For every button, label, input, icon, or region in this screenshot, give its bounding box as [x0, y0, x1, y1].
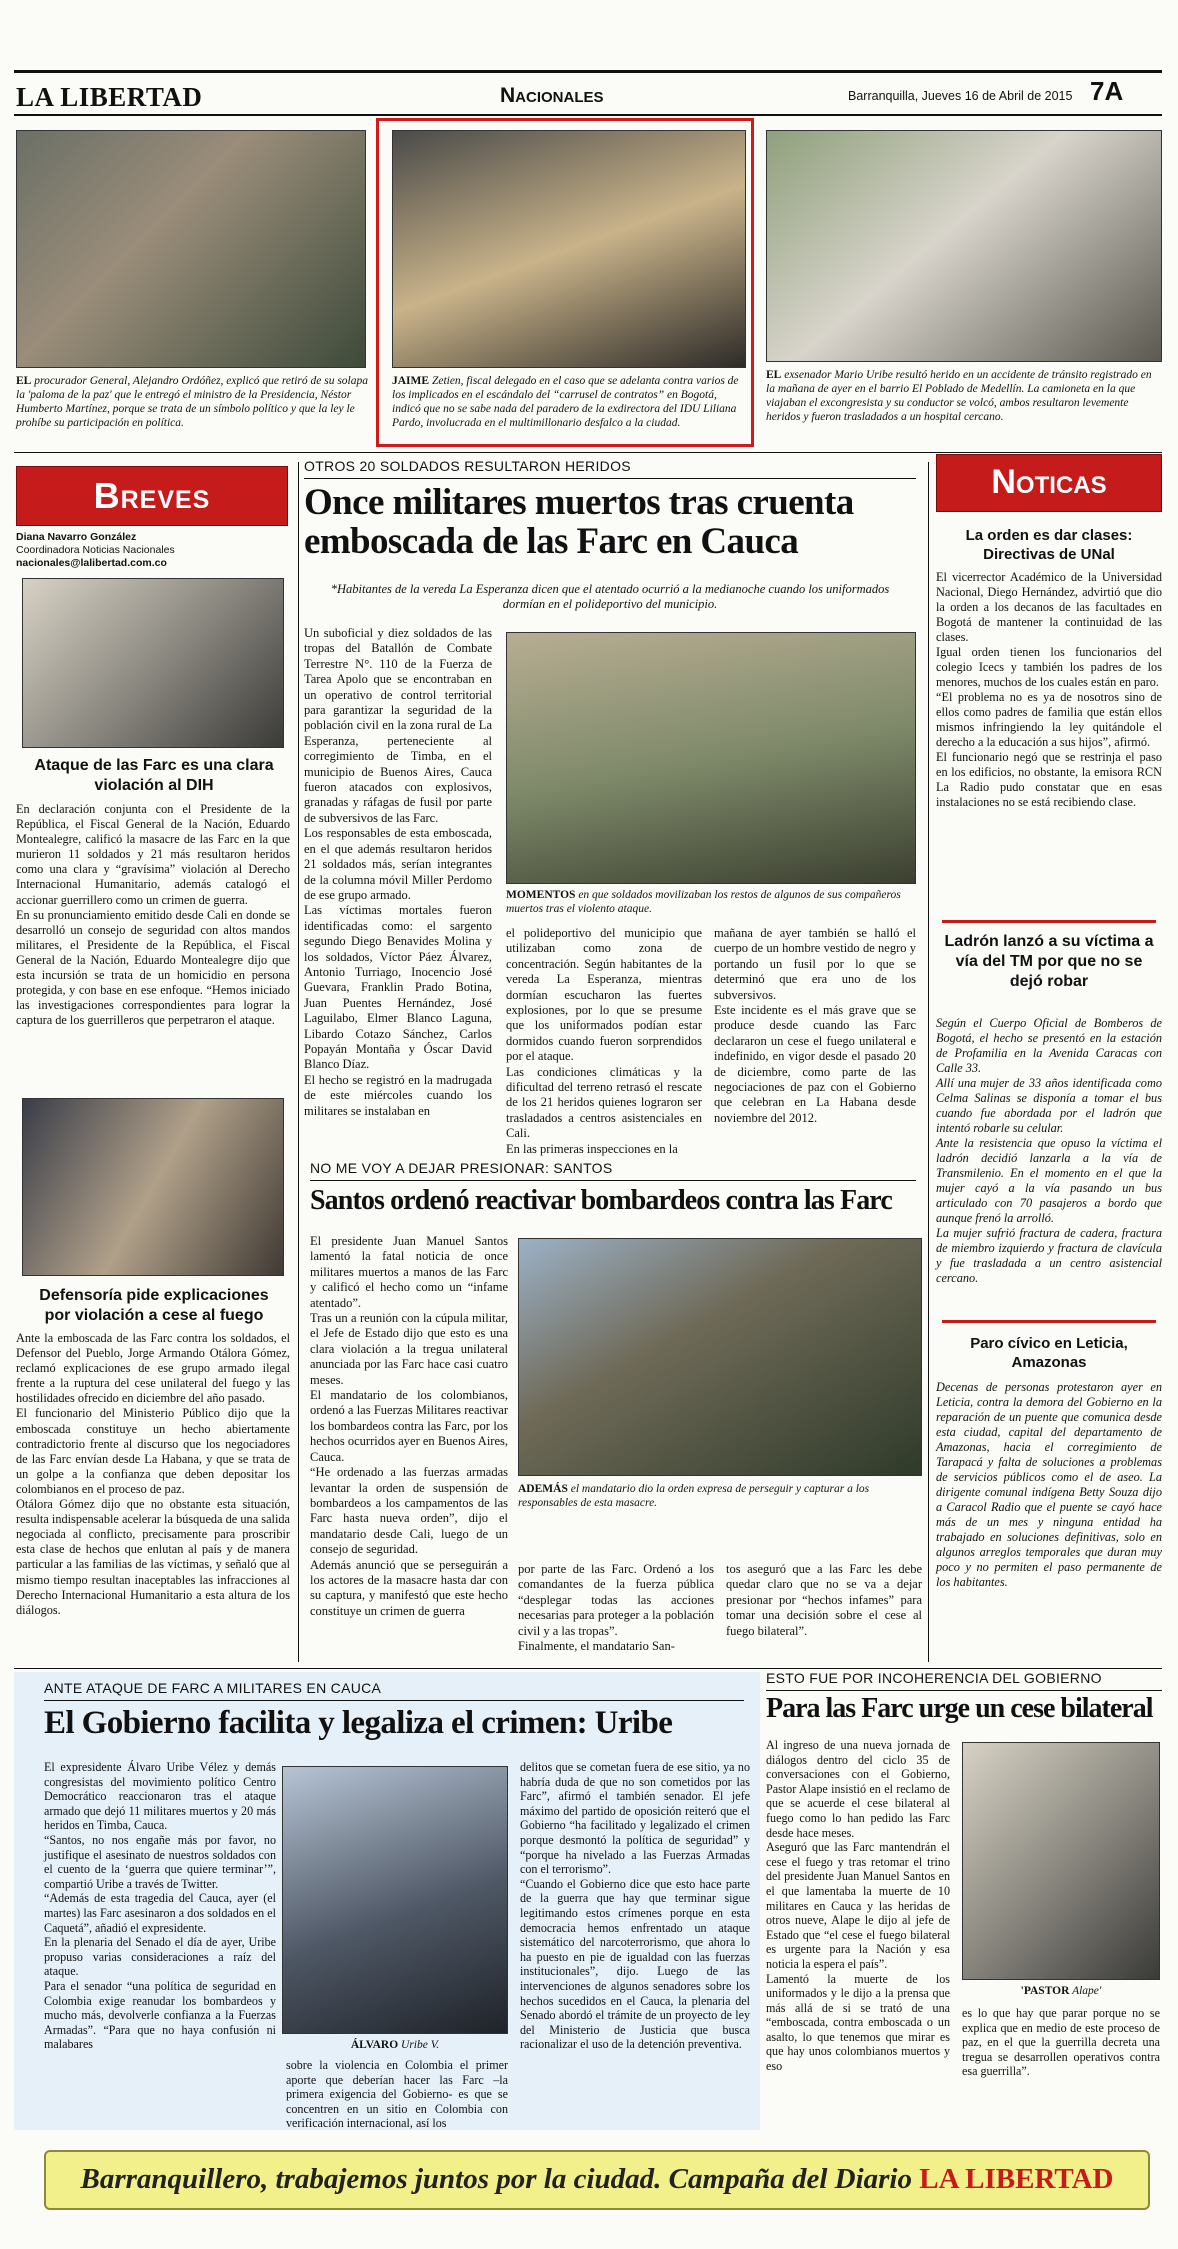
- photo-montealegre: [22, 578, 284, 748]
- caption-lead: EL: [16, 375, 32, 387]
- photo-caption-mario-uribe: [766, 368, 1162, 424]
- main-deck: *Habitantes de la vereda La Esperanza dicen que el atentado ocurrió a la medianoche cuando los uniformados dormían en el polideportivo del municipio.: [330, 582, 890, 611]
- col-divider-left: [298, 462, 299, 1662]
- main-col1: Un suboficial y diez soldados de las tropas del Batallón de Combate Terrestre N°. 110 de la Fuerza de Tarea Apolo que se encontraban en un operativo de control territorial para garantizar la seguridad de la población civil en la zona rural de La Esperanza, perteneciente al corregimiento de Timba, en el municipio de Buenos Aires, Cauca fueron atacados con explosivos, granadas y ráfagas de fusil por parte de subversivos de las Farc. Los responsables de esta emboscada, en el que además resultaron heridos 21 soldados más, serían integrantes de la columna móvil Miller Perdomo de ese grupo armado. Las víctimas mortales fueron identificadas como: el sargento segundo Diego Benavides Molina y los soldados, Víctor Páez Álvarez, Antonio Turriago, Inocencio José Guevara, Franklin Prado Botina, Juan Puentes Hernández, José Laguilabo, Elmer Blanco Laguna, Libardo Cotazo Sánchez, Carlos Popayán Montaña y Óscar David Blanco Díaz. El hecho se registró en la madrugada de este miércoles cuando los militares se instalaban en: [304, 626, 492, 1118]
- breves-author: Diana Navarro González: [16, 531, 137, 543]
- main-col3: mañana de ayer también se halló el cuerpo de un hombre vestido de negro y portando un fusil por lo que se determinó que era uno de los subversivos. Este incidente es el más grave que se produce desde cuando las Farc declararon un cese el fuego unilateral e indefinido, en vigor desde el pasado 20 de diciembre, como parte de las negociaciones de paz con el Gobierno que celebran en La Habana desde noviembre del 2012.: [714, 926, 916, 1125]
- caption-lead: ÁLVARO: [350, 2039, 399, 2051]
- caption-text: procurador General, Alejandro Ordóñez, explicó que retiró de su solapa la 'paloma de la paz' que le entregó el ministro de la Presidencia, Néstor Humberto Martínez, porque se trata de un símbolo político y que la ley le prohíbe su participación en política.: [16, 375, 368, 429]
- uribe-photo-caption: [282, 2038, 508, 2052]
- photo-pastor-alape: [962, 1742, 1160, 1980]
- main-kicker-rule: [304, 478, 916, 479]
- santos-col1: El presidente Juan Manuel Santos lamentó la fatal noticia de once militares muertos a manos de las Farc y calificó el hecho como un “infame atentado”. Tras un a reunión con la cúpula militar, el Jefe de Estado dijo que esto es una clara violación a la tregua unilateral anunciada por las Farc hace casi cuatro meses. El mandatario de los colombianos, ordenó a las Fuerzas Militares reactivar los bombardeos contra las Farc, por los hechos ocurridos ayer en Buenos Aires, Cauca. “He ordenado a las fuerzas armadas levantar la orden de suspensión de bombardeos a los campamentos de las Farc hasta nueva orden”, dijo el mandatario desde Cali, luego de un consejo de seguridad. Además anunció que se perseguirán a los actores de la masacre hasta dar con su captura, y manifestó que este hecho constituye un crimen de guerra: [310, 1234, 508, 1618]
- photo-ordonez: [16, 130, 366, 368]
- uribe-col1: El expresidente Álvaro Uribe Vélez y demás congresistas del movimiento político Centro Democrático reaccionaron tras el ataque armado que dejó 11 militares muertos y 20 más heridos en Timba, Cauca. “Santos, no nos engañe más por favor, no justifique el asesinato de nuestros soldados con el cuento de la ‘guerra que quiere terminar’”, compartió Uribe a través de Twitter. “Además de esta tragedia del Cauca, ayer (el martes) las Farc asesinaron a dos soldados en el Caquetá”, añadió el expresidente. En la plenaria del Senado el día de ayer, Uribe propuso varias consideraciones a raíz del ataque. Para el senador “una política de seguridad en Colombia exige reanudar los bombardeos y mucho más, devolverle confianza a la Fuerzas Armadas”. “Para que no haya confusión ni malabares: [44, 1760, 276, 2052]
- breves-item2-title: Defensoría pide explicaciones por violación a cese al fuego: [39, 1287, 269, 1324]
- breves-title: Breves: [93, 475, 211, 516]
- masthead-rule: [14, 114, 1162, 116]
- noticias-item1-body: El vicerrector Académico de la Universidad Nacional, Diego Hernández, advirtió que dio la orden a los decanos de las facultades en Bogotá de mantener la continuidad de las clases. Igual orden tienen los funcionarios del colegio Icecs y también los padres de los menores, muchos de los cuales están en paro. “El problema no es ya de nosotros sino de ellos como padres de familia que están ellos mismos infringiendo la ley quitándole el derecho a la educación a sus hijos”, afirmó. El funcionario negó que se restrinja el paso en los edificios, no obstante, la emisora RCN La Radio pudo constatar que en esas instalaciones no se está recibiendo clase.: [936, 570, 1162, 809]
- noticias-item3-title: Paro cívico en Leticia, Amazonas: [970, 1335, 1128, 1371]
- noticias-divider-2: [942, 1320, 1156, 1323]
- noticias-item1-title: La orden es dar clases: Directivas de UNal: [965, 527, 1133, 563]
- noticias-divider-1: [942, 920, 1156, 923]
- noticias-item2-body: Según el Cuerpo Oficial de Bomberos de Bogotá, el hecho se presentó en la estación de Profamilia en la Avenida Caracas con Calle 33. Allí una mujer de 33 años identificada como Celma Salinas se disponía a tomar el bus cuando fue abordada por el ladrón que intentó robarle su celular. Ante la resistencia que opuso la víctima el ladrón decidió lanzarla a la vía de Transmilenio. En el momento en el que la mujer cayó a la vía pasando un bus articulado con 70 pasajeros a bordo que aunque frenó la arrolló. La mujer sufrió fractura de cadera, fractura de miembro izquierdo y fractura de clavícula y fue trasladada a un centro asistencial cercano.: [936, 1016, 1162, 1285]
- caption-lead: JAIME: [392, 375, 430, 387]
- main-col2: el polideportivo del municipio que utilizaban como zona de concentración. Según habitantes de la vereda La Esperanza, mientras dormían escucharon las fuertes explosiones, por lo que se presume que los uniformados podían estar dormidos cuando fueron sorprendidos por el ataque. Las condiciones climáticas y la dificultad del terreno retrasó el rescate de los 21 heridos quienes lograron ser trasladados a centros asistenciales en Cali. En las primeras inspecciones en la: [506, 926, 702, 1156]
- photo-caption-ordonez: [16, 374, 368, 430]
- alape-headline: Para las Farc urge un cese bilateral: [766, 1693, 1153, 1724]
- caption-lead: MOMENTOS: [506, 889, 576, 901]
- noticias-title: Noticas: [991, 463, 1107, 501]
- footer-banner-brand: LA LIBERTAD: [919, 2163, 1114, 2195]
- noticias-item2-title: Ladrón lanzó a su víctima a vía del TM por que no se dejó robar: [944, 933, 1154, 990]
- uribe-col3: delitos que se cometan fuera de ese sitio, ya no habría duda de que no son cometidos por las Farc”, afirmó el también senador. El jefe máximo del partido de oposición reiteró que el Gobierno “ha facilitado y legalizado el crimen porque desmontó la política de seguridad” y “porque ha nivelado a las Fuerzas Armadas con el terrorismo”. “Cuando el Gobierno dice que esto hace parte de la guerra que hay que terminar sigue legitimando estos crímenes porque en esta democracia hemos enfrentado un ataque sistemático del narcoterrorismo, que ahora lo ha puesto en pie de igualdad con las fuerzas institucionales”, dijo. Luego de las intervenciones de algunos senadores sobre los hechos sucedidos en el Cauca, la plenaria del Senado abordó el trámite de un proyecto de ley del Ministerio de Justicia que busca racionalizar el uso de la detención preventiva.: [520, 1760, 750, 2052]
- breves-item1-title: Ataque de las Farc es una clara violación al DIH: [34, 757, 274, 794]
- caption-lead: ADEMÁS: [518, 1483, 568, 1495]
- photo-mario-uribe: [766, 130, 1162, 362]
- breves-item2-body: Ante la emboscada de las Farc contra los soldados, el Defensor del Pueblo, Jorge Armando Otálora Gómez, reclamó explicaciones de ese grupo armado ilegal frente a la ruptura del cese unilateral del fuego y las hostilidades ofrecido en diciembre del año pasado. El funcionario del Ministerio Público dijo que la emboscada constituye un hecho abiertamente contradictorio frente al discurso que los negociadores de las Farc envían desde La Habana, y que se trata de un golpe a la confianza que deben depositar los colombianos en el proceso de paz. Otálora Gómez dijo que no obstante esta situación, resulta indispensable acelerar la búsqueda de una salida negociada al conflicto, precisamente para proscribir esta clase de hechos que enlutan al país y de manera particular a las familias de las víctimas, y señaló que al mismo tiempo resultan inaceptables las infracciones al Derecho Internacional Humanitario a esta altura de los diálogos.: [16, 1331, 290, 1617]
- breves-banner: [16, 466, 288, 526]
- main-kicker: OTROS 20 SOLDADOS RESULTARON HERIDOS: [304, 458, 631, 474]
- santos-col3: tos aseguró que a las Farc les debe quedar claro que no se va a dejar presionar por “hechos infames” para tomar una decisión sobre el cese al fuego bilateral”.: [726, 1562, 922, 1638]
- noticias-banner: [936, 454, 1162, 512]
- caption-text: Uribe V.: [401, 2039, 440, 2051]
- caption-text: Alape': [1072, 1985, 1102, 1997]
- uribe-col2: sobre la violencia en Colombia el primer aporte que deberían hacer las Farc –la primera exigencia del Gobierno- es que se concentren en un sitio en Colombia con verificación internacional, así los: [286, 2058, 508, 2131]
- page-number: 7A: [1090, 76, 1124, 106]
- main-photo-caption: [506, 888, 916, 916]
- paper-name: LA LIBERTAD: [16, 82, 203, 112]
- caption-text: exsenador Mario Uribe resultó herido en un accidente de tránsito registrado en la mañana de ayer en el barrio El Poblado de Medellín. La camioneta en la que viajaban el excongresista y su conductor se volcó, ambos resultaron levemente heridos y fueron trasladados a un hospital cercano.: [766, 369, 1152, 423]
- section-name: Nacionales: [500, 84, 604, 107]
- breves-item1-body: En declaración conjunta con el Presidente de la República, el Fiscal General de la Nación, Eduardo Montealegre, calificó la masacre de las Farc en la que murieron 11 soldados y 21 más resultaron heridos como una clara y “gravísima” violación al Derecho Internacional Humanitario, además catalogó el accionar guerrillero como un crimen de guerra. En su pronunciamiento emitido desde Cali en donde se desarrolló un consejo de seguridad con altos mandos militares, el Presidente de la República, el Fiscal General de la Nación, Eduardo Montealegre dijo que esta incursión se trata de un homicidio en persona protegida, y con base en ese enfoque. “Hemos iniciado las investigaciones correspondientes para lograr la captura de los guerrilleros que perpetraron el ataque.: [16, 802, 290, 1028]
- alape-col2: es lo que hay que parar porque no se explica que en medio de este proceso de paz, en el que la guerrilla decreta una tregua se desarrollen operativos contra esa guerrilla”.: [962, 2006, 1160, 2079]
- noticias-item3-body: Decenas de personas protestaron ayer en Leticia, contra la demora del Gobierno en la reparación de un puente que comunica desde esta ciudad, capital del departamento de Amazonas, hacia el corregimiento de Tarapacá y falta de soluciones a problemas de servicios públicos como el de aseo. La dirigente comunal indígena Betty Souza dijo a Caracol Radio que el puente se cayó hace más de un mes y ninguna entidad ha trabajado en soluciones definitivas, solo en algunos arreglos temporales que duran muy poco y no permiten el paso permanente de los habitantes.: [936, 1380, 1162, 1589]
- photo-otalora: [22, 1098, 284, 1276]
- santos-photo-caption: [518, 1482, 922, 1510]
- uribe-kicker: ANTE ATAQUE DE FARC A MILITARES EN CAUCA: [44, 1680, 382, 1696]
- photo-alvaro-uribe: [282, 1766, 508, 2034]
- bottom-divider: [14, 1668, 1162, 1669]
- col-divider-right: [928, 462, 929, 1662]
- caption-text: en que soldados movilizaban los restos de algunos de sus compañeros muertos tras el violento ataque.: [506, 889, 901, 915]
- alape-kicker-rule: [766, 1690, 1162, 1691]
- santos-kicker-rule: [310, 1180, 916, 1181]
- footer-banner: [44, 2150, 1150, 2210]
- breves-email: nacionales@lalibertad.com.co: [16, 557, 167, 569]
- dateline: Barranquilla, Jueves 16 de Abril de 2015: [848, 89, 1073, 103]
- santos-kicker: NO ME VOY A DEJAR PRESIONAR: SANTOS: [310, 1160, 613, 1176]
- alape-photo-caption: [962, 1984, 1160, 1998]
- caption-lead: 'PASTOR: [1020, 1985, 1070, 1997]
- caption-text: Zetien, fiscal delegado en el caso que se adelanta contra varios de los implicados en el escándalo del “carrusel de contratos” en Bogotá, indicó que no se sabe nada del paradero de la exdirectora del IDU Liliana Pardo, involucrada en el multimillonario desfalco a la ciudad.: [392, 375, 739, 429]
- uribe-kicker-rule: [44, 1700, 744, 1701]
- santos-headline: Santos ordenó reactivar bombardeos contra las Farc: [310, 1185, 892, 1216]
- photo-zetien: [392, 130, 746, 368]
- caption-lead: EL: [766, 369, 782, 381]
- caption-text: el mandatario dio la orden expresa de perseguir y capturar a los responsables de esta masacre.: [518, 1483, 870, 1509]
- uribe-headline: El Gobierno facilita y legaliza el crimen: Uribe: [44, 1705, 673, 1741]
- top-rule: [14, 70, 1162, 73]
- section-divider: [14, 452, 1162, 453]
- alape-kicker: ESTO FUE POR INCOHERENCIA DEL GOBIERNO: [766, 1670, 1102, 1686]
- photo-caption-zetien: [392, 374, 746, 430]
- main-headline: Once militares muertos tras cruenta emboscada de las Farc en Cauca: [304, 482, 854, 562]
- alape-col1: Al ingreso de una nueva jornada de diálogos dentro del ciclo 35 de conversaciones con el Gobierno, Pastor Alape insistió en el reclamo de que se acuerde el cese bilateral al fuego como lo han pedido las Farc desde hace meses. Aseguró que las Farc mantendrán el cese el fuego y tras retomar el trino del presidente Juan Manuel Santos en el que lamentaba la muerte de 10 militares en Cauca y las heridas de otros nueve, Alape le dijo al jefe de Estado que “el cese el fuego bilateral es urgente para la Nación y esa noticia la espera el país”. Lamentó la muerte de los uniformados y le dijo a la prensa que más allá de si se trató de una “emboscada, contra emboscada o un asalto, lo que tenemos que mirar es que hay unos colombianos muertos y eso: [766, 1738, 950, 2074]
- breves-author-role: Coordinadora Noticias Nacionales: [16, 544, 175, 556]
- photo-soldiers: [506, 632, 916, 884]
- photo-santos: [518, 1238, 922, 1476]
- santos-col2: por parte de las Farc. Ordenó a los comandantes de la fuerza pública “desplegar todas las acciones necesarias para proteger a la población civil y a las tropas”. Finalmente, el mandatario San-: [518, 1562, 714, 1654]
- footer-banner-text: Barranquillero, trabajemos juntos por la ciudad. Campaña del Diario: [80, 2163, 912, 2195]
